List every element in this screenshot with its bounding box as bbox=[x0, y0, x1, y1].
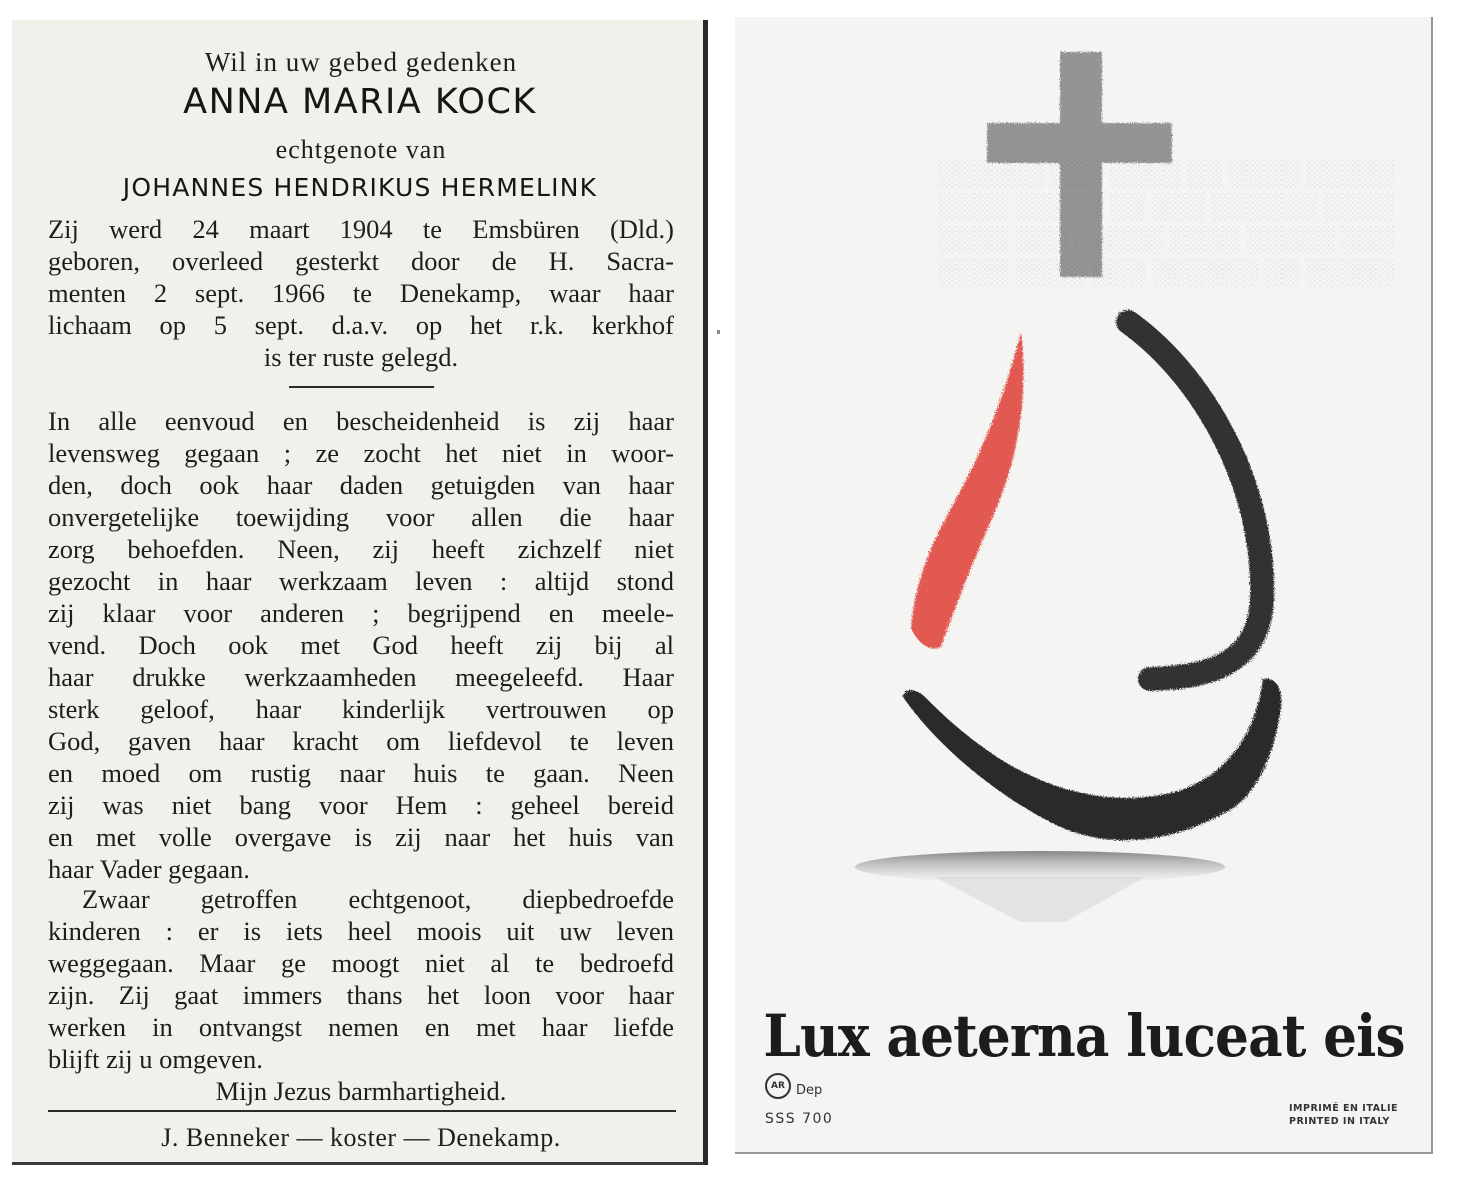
text-line: haar Vader gegaan. bbox=[48, 854, 250, 884]
footer-text: J. Benneker — koster — Denekamp. bbox=[161, 1123, 561, 1152]
text-line: God, gaven haar kracht om liefdevol te leven bbox=[48, 726, 674, 756]
bleed-through-text: ░░░░░ ░░░░ ░░ ░░░░ ░░░ ░░░░░░ ░░░░ ░░░░░░ ░░░ ░░ ░░░░░ ░░░░ ░░░ ░░░░░ ░░░░ ░░░░░ ░░░ ░░░░ ░░░░░ ░░ ░░░░░░ ░░░ ░░░░ ░░░░ bbox=[938, 160, 1395, 286]
lamp-shadow-fade bbox=[935, 877, 1145, 922]
bio-line: lichaam op 5 sept. d.a.v. op het r.k. kerkhof bbox=[48, 310, 674, 340]
scan-speck bbox=[717, 330, 720, 334]
text-line: vend. Doch ook met God heeft zij bij al bbox=[48, 630, 674, 660]
memorial-card-front bbox=[12, 20, 708, 1165]
intro-text: Wil in uw gebed gedenken bbox=[204, 47, 518, 77]
bio-line: is ter ruste gelegd. bbox=[263, 342, 459, 372]
bio-line: Zij werd 24 maart 1904 te Emsbüren (Dld.) bbox=[48, 214, 674, 244]
family-line: Zwaar getroffen echtgenoot, diepbedroefde bbox=[82, 884, 674, 914]
text-line: zorg behoefden. Neen, zij heeft zichzelf niet bbox=[48, 534, 674, 564]
prayer-text: Mijn Jezus barmhartigheid. bbox=[215, 1076, 507, 1106]
bio-line: geboren, overleed gesterkt door de H. Sacra- bbox=[48, 246, 674, 276]
deceased-name: ANNA MARIA KOCK bbox=[183, 82, 537, 122]
spouse-label: echtgenote van bbox=[275, 135, 447, 164]
text-line: In alle eenvoud en bescheidenheid is zij haar bbox=[48, 406, 674, 436]
text-line: en met volle overgave is zij naar het huis van bbox=[48, 822, 674, 852]
printed-in-label-en: PRINTED IN ITALY bbox=[1289, 1116, 1390, 1127]
text-line: zij klaar voor anderen ; begrijpend en meele- bbox=[48, 598, 674, 628]
latin-motto: Lux aeterna luceat eis bbox=[763, 1002, 1405, 1070]
text-line: levensweg gegaan ; ze zocht het niet in woor- bbox=[48, 438, 674, 468]
family-line: werken in ontvangst nemen en met haar liefde bbox=[48, 1012, 674, 1042]
lamp-body bbox=[903, 679, 1281, 840]
text-line: haar drukke werkzaamheden meegeleefd. Haar bbox=[48, 662, 674, 692]
lamp-handle bbox=[1128, 322, 1262, 679]
publisher-logo: AR bbox=[765, 1073, 791, 1099]
text-line: gezocht in haar werkzaam leven : altijd stond bbox=[48, 566, 674, 596]
printed-in-label-fr: IMPRIMÉ EN ITALIE bbox=[1289, 1103, 1399, 1114]
family-line: blijft zij u omgeven. bbox=[48, 1044, 263, 1074]
family-line: weggegaan. Maar ge moogt niet al te bedroefd bbox=[48, 948, 674, 978]
memorial-card-back bbox=[735, 17, 1433, 1154]
divider bbox=[289, 386, 434, 388]
text-line: onvergetelijke toewijding voor allen die haar bbox=[48, 502, 674, 532]
catalog-code: SSS 700 bbox=[765, 1111, 834, 1127]
deposit-label: Dep bbox=[796, 1083, 823, 1098]
family-line: zijn. Zij gaat immers thans het loon voor haar bbox=[48, 980, 674, 1010]
family-line: kinderen : er is iets heel moois uit uw leven bbox=[48, 916, 674, 946]
spouse-name: JOHANNES HENDRIKUS HERMELINK bbox=[122, 173, 598, 202]
text-line: den, doch ook haar daden getuigden van haar bbox=[48, 470, 674, 500]
bio-line: menten 2 sept. 1966 te Denekamp, waar haar bbox=[48, 278, 674, 308]
text-line: en moed om rustig naar huis te gaan. Neen bbox=[48, 758, 674, 788]
flame-icon bbox=[911, 332, 1024, 648]
text-line: sterk geloof, haar kinderlijk vertrouwen op bbox=[48, 694, 674, 724]
divider bbox=[48, 1110, 676, 1112]
text-line: zij was niet bang voor Hem : geheel bereid bbox=[48, 790, 674, 820]
